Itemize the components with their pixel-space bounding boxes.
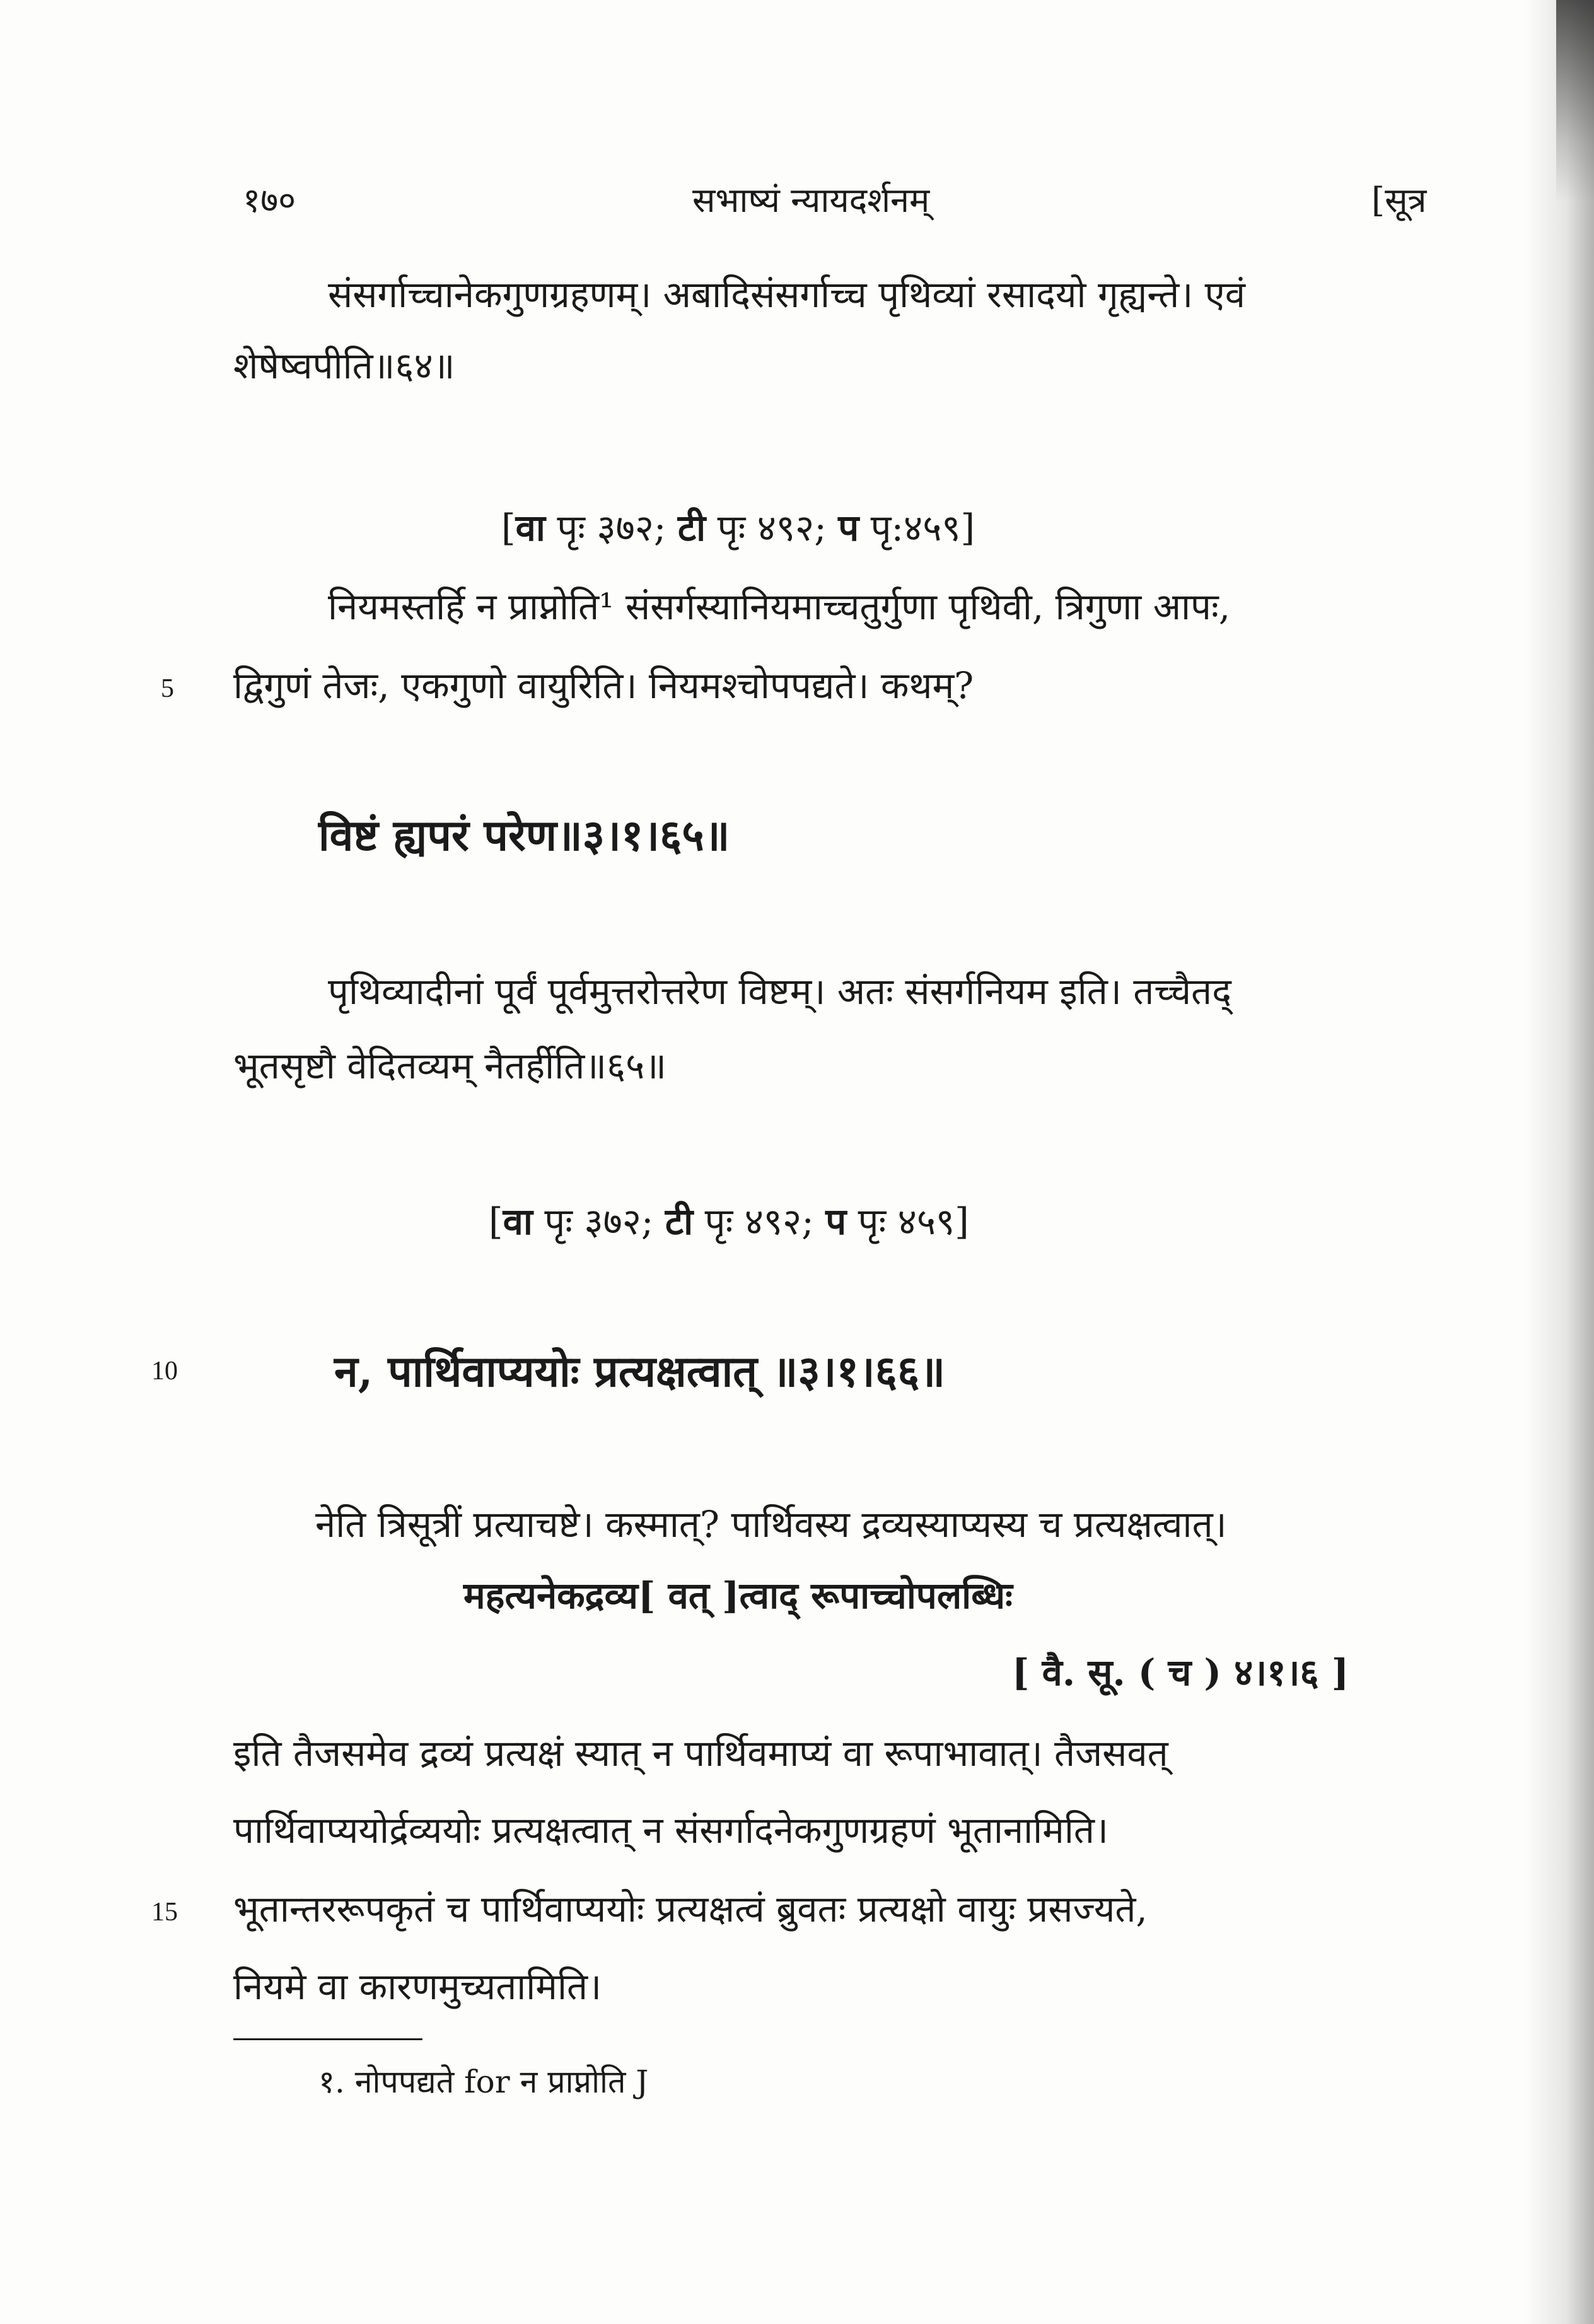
para4-line4: पार्थिवाप्ययोर्द्रव्ययोः प्रत्यक्षत्वात् न संसर्गादनेकगुणग्रहणं भूतानामिति। <box>233 1809 1108 1852</box>
ref-parishuddhi-page: पृ:४५९] <box>859 506 975 549</box>
line-number: 10 <box>151 1357 178 1386</box>
ref-parishuddhi: प <box>838 506 859 549</box>
footnote: १. नोपपद्यते for न प्राप्नोति J <box>318 2064 649 2100</box>
ref-parishuddhi: प <box>825 1200 847 1243</box>
sutra-3-1-66: न, पार्थिवाप्ययोः प्रत्यक्षत्वात् ॥३।१।६६॥ <box>334 1346 946 1397</box>
vaisheshika-citation: [ वै. सू. ( च ) ४।१।६ ] <box>1012 1651 1349 1694</box>
page-corner-shadow <box>1556 0 1594 202</box>
para4-line5: भूतान्तररूपकृतं च पार्थिवाप्ययोः प्रत्यक्षत्वं ब्रुवतः प्रत्यक्षो वायुः प्रसज्यते, <box>233 1888 1148 1930</box>
ref-vartika: वा <box>503 1200 533 1243</box>
ref-parishuddhi-page: पृः ४५९] <box>846 1200 969 1243</box>
ref-tika-page: पृः ४९२; <box>706 506 839 549</box>
ref-vartika-page: पृः ३७२; <box>545 506 678 549</box>
para1-line2: शेषेष्वपीति॥६४॥ <box>233 344 455 387</box>
para4-line1: नेति त्रिसूत्रीं प्रत्याचष्टे। कस्मात्? पार्थिवस्य द्रव्यस्याप्यस्य च प्रत्यक्षत्वात्। <box>315 1503 1227 1546</box>
section-marker: [सूत्र <box>1371 180 1427 220</box>
ref-bracket: [ <box>501 506 516 549</box>
line-number: 15 <box>151 1898 178 1927</box>
running-title: सभाष्यं न्यायदर्शनम् <box>692 180 930 220</box>
sutra-3-1-65: विष्टं ह्यपरं परेण॥३।१।६५॥ <box>318 810 730 861</box>
quoted-sutra: महत्यनेकद्रव्य[ वत् ]त्वाद् रूपाच्चोपलब्धिः <box>463 1574 1013 1617</box>
reference-line-2 <box>489 1195 969 1245</box>
para2-line1: नियमस्तर्हि न प्राप्नोति¹ संसर्गस्यानियमाच्चतुर्गुणा पृथिवी, त्रिगुणा आपः, <box>328 585 1231 628</box>
para4-line3: इति तैजसमेव द्रव्यं प्रत्यक्षं स्यात् न पार्थिवमाप्यं वा रूपाभावात्। तैजसवत् <box>233 1732 1168 1775</box>
para4-line6: नियमे वा कारणमुच्यतामिति। <box>233 1965 602 2008</box>
reference-line-1 <box>501 501 975 551</box>
line-number: 5 <box>161 674 174 703</box>
ref-vartika: वा <box>515 506 545 549</box>
ref-tika: टी <box>665 1200 694 1243</box>
para3-line1: पृथिव्यादीनां पूर्वं पूर्वमुत्तरोत्तरेण विष्टम्। अतः संसर्गनियम इति। तच्चैतद् <box>328 970 1231 1013</box>
page-edge-shadow <box>1525 0 1594 2324</box>
para2-line2: द्विगुणं तेजः, एकगुणो वायुरिति। नियमश्चोपपद्यते। कथम्? <box>233 664 974 707</box>
ref-bracket: [ <box>489 1200 503 1243</box>
para3-line2: भूतसृष्टौ वेदितव्यम् नैतर्हीति॥६५॥ <box>233 1044 667 1087</box>
footnote-rule <box>233 2038 422 2040</box>
para1-line1: संसर्गाच्चानेकगुणग्रहणम्। अबादिसंसर्गाच्च पृथिव्यां रसादयो गृह्यन्ते। एवं <box>328 273 1245 316</box>
ref-tika-page: पृः ४९२; <box>693 1200 826 1243</box>
ref-tika: टी <box>677 506 706 549</box>
page-number: १७० <box>243 180 296 220</box>
ref-vartika-page: पृः ३७२; <box>532 1200 665 1243</box>
